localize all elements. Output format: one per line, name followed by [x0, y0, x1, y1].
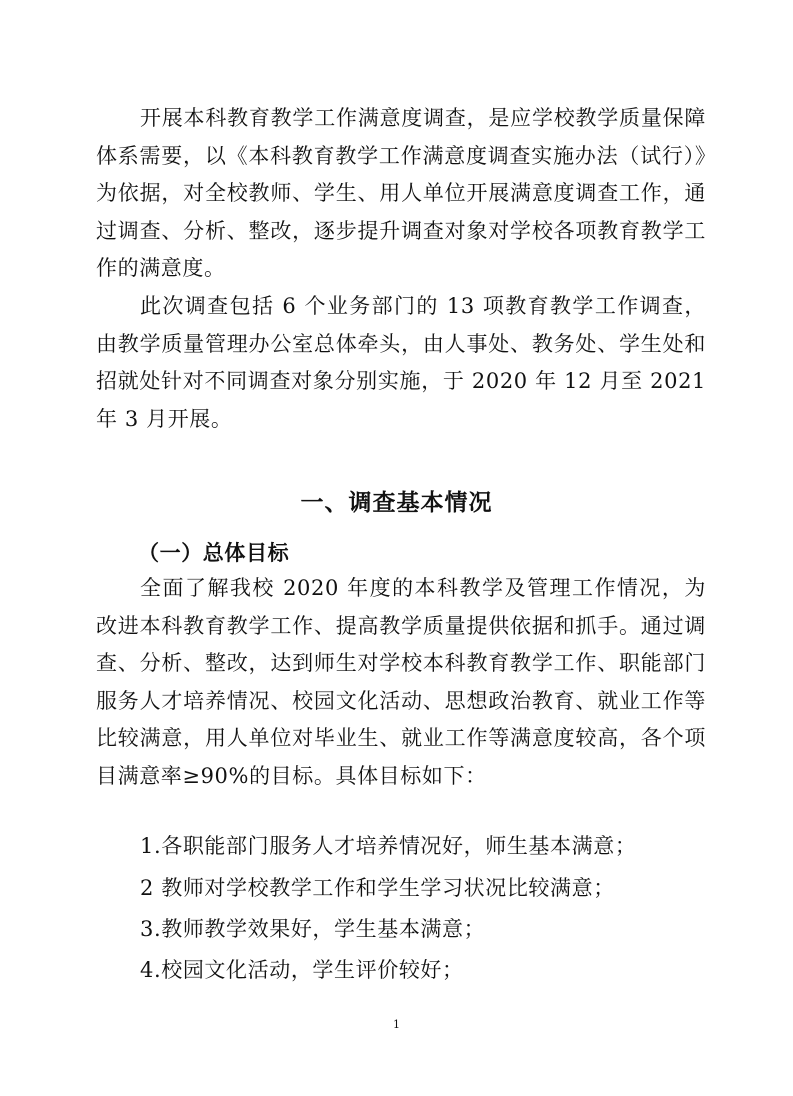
goal-paragraph: 全面了解我校 2020 年度的本科教学及管理工作情况，为改进本科教育教学工作、提高教学质量提供依据和抓手。通过调查、分析、整改，达到师生对学校本科教育教学工作、职能部门服务人才培养情况、校园文化活动、思想政治教育、就业工作等比较满意，用人单位对毕业生、就业工作等满意度较高，各个项目满意率≥90%的目标。具体目标如下：	[96, 576, 706, 788]
page-number: 1	[393, 1018, 400, 1031]
goal-item: 3.教师教学效果好，学生基本满意；	[140, 917, 486, 941]
section-heading: 一、调查基本情况	[300, 490, 493, 516]
goal-item: 2 教师对学校教学工作和学生学习状况比较满意；	[140, 876, 615, 900]
subsection-heading: （一）总体目标	[138, 540, 290, 565]
intro-paragraph: 开展本科教育教学工作满意度调查，是应学校教学质量保障体系需要，以《本科教育教学工作满意度调查实施办法（试行）》为依据，对全校教师、学生、用人单位开展满意度调查工作，通过调查、分析、整改，逐步提升调查对象对学校各项教育教学工作的满意度。	[96, 106, 706, 280]
goal-item: 1.各职能部门服务人才培养情况好，师生基本满意；	[140, 834, 637, 858]
scope-paragraph: 此次调查包括 6 个业务部门的 13 项教育教学工作调查，由教学质量管理办公室总体牵头，由人事处、教务处、学生处和招就处针对不同调查对象分别实施，于 2020 年 12 月至 2021 年 3 月开展。	[96, 294, 706, 431]
goal-item: 4.校园文化活动，学生评价较好；	[140, 958, 464, 982]
